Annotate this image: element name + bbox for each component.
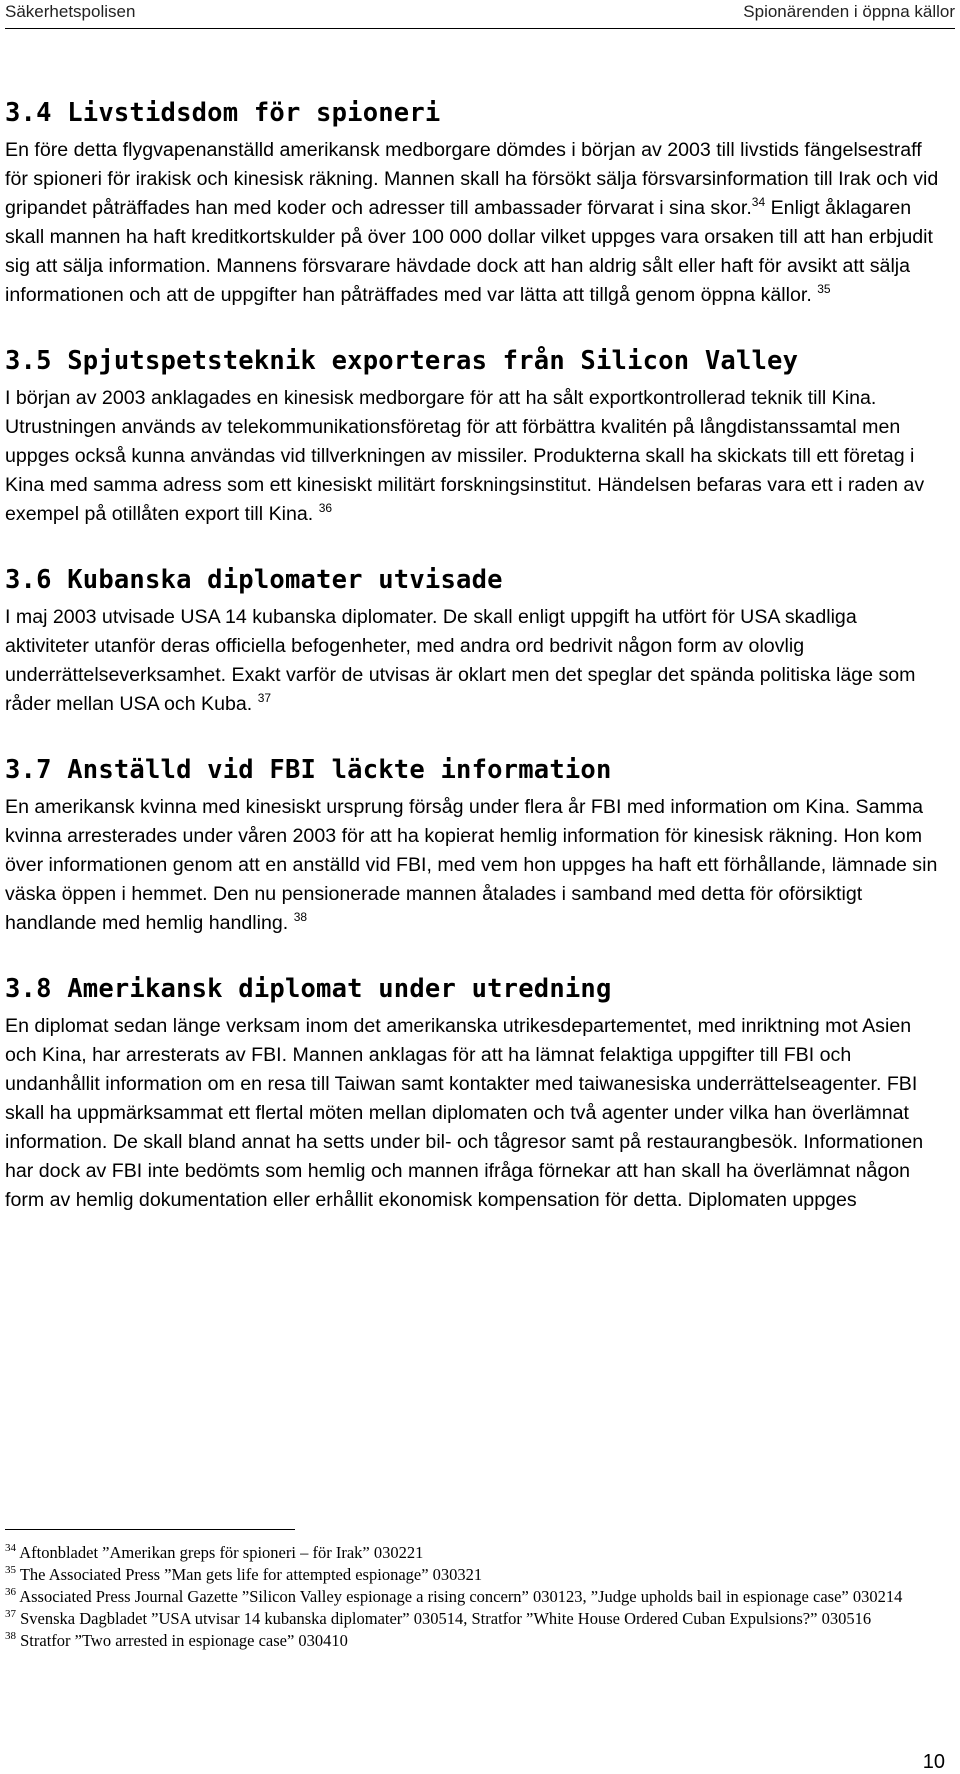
footnote-number: 35 bbox=[5, 1564, 16, 1576]
section-3-6 bbox=[5, 563, 945, 719]
footnote-ref[interactable]: 38 bbox=[293, 910, 308, 924]
section-heading: 3.4 Livstidsdom för spioneri bbox=[5, 98, 441, 128]
header-left-title: Säkerhetspolisen bbox=[5, 2, 136, 21]
footnote-ref[interactable]: 37 bbox=[257, 691, 272, 705]
footnote-text: Aftonbladet ”Amerikan greps för spioneri – för Irak” 030221 bbox=[19, 1543, 424, 1562]
section-paragraph bbox=[5, 1012, 945, 1215]
footnote-text: Associated Press Journal Gazette ”Silicon Valley espionage a rising concern” 030123, ”Judge upholds bail in espionage case” 030214 bbox=[19, 1587, 903, 1606]
section-3-8 bbox=[5, 972, 945, 1215]
header-right-title: Spionärenden i öppna källor bbox=[743, 2, 955, 21]
section-paragraph bbox=[5, 603, 945, 719]
section-3-7 bbox=[5, 753, 945, 938]
section-heading: 3.7 Anställd vid FBI läckte information bbox=[5, 755, 612, 785]
footnote-ref[interactable]: 35 bbox=[817, 282, 831, 296]
section-heading: 3.5 Spjutspetsteknik exporteras från Silicon Valley bbox=[5, 346, 799, 376]
footnote-number: 34 bbox=[5, 1542, 16, 1554]
paragraph-text: En amerikansk kvinna med kinesiskt ursprung försåg under flera år FBI med information om Kina. Samma kvinna arresterades under våren 2003 för att ha kopierat hemlig information för kinesisk räkning. Hon kom över informationen genom att en anställd vid FBI, med vem hon uppges ha haft ett förhållande, lämnade sin väska öppen i hemmet. Den nu pensionerade mannen åtalades i samband med detta för oförsiktigt handlande med hemlig handling. bbox=[5, 796, 938, 934]
footnote-36 bbox=[5, 1586, 950, 1608]
footnote-number: 37 bbox=[5, 1608, 16, 1620]
document-body bbox=[5, 96, 945, 1215]
paragraph-text: En diplomat sedan länge verksam inom det amerikanska utrikesdepartementet, med inriktning mot Asien och Kina, har arresterats av FBI. Mannen anklagas för att ha lämnat felaktiga uppgifter till FBI och undanhållit information om en resa till Taiwan samt kontakter med taiwanesiska underrättelseagenter. FBI skall ha uppmärksammat ett flertal möten mellan diplomaten och två agenter under vilka han överlämnat information. De skall bland annat ha setts under bil- och tågresor samt på restaurangbesök. Informationen har dock av FBI inte bedömts som hemlig och mannen ifråga förnekar att han skall ha överlämnat någon form av hemlig dokumentation eller erhållit ekonomisk kompensation för detta. Diplomaten uppges bbox=[5, 1015, 924, 1211]
footnote-38 bbox=[5, 1630, 950, 1652]
paragraph-text: En före detta flygvapenanställd amerikansk medborgare dömdes i början av 2003 till livstids fängelsestraff för spioneri för irakisk och kinesisk räkning. Mannen skall ha försökt sälja försvarsinformation till Irak och vid gripandet påträffades han med koder och adresser till ambassader förvarat i sina skor. bbox=[5, 139, 939, 219]
paragraph-text: Enligt åklagaren skall mannen ha haft kreditkortskulder på över 100 000 dollar vilket uppges vara orsaken till att han erbjudit sig att sälja information. Mannens försvarare hävdade dock att han aldrig sålt eller haft för avsikt att sälja informationen och att de uppgifter han påträffades med var lätta att tillgå genom öppna källor. bbox=[5, 197, 933, 306]
footnote-ref[interactable]: 34 bbox=[751, 195, 766, 209]
paragraph-text: I maj 2003 utvisade USA 14 kubanska diplomater. De skall enligt uppgift ha utfört för USA skadliga aktiviteter utanför deras officiella befogenheter, med andra ord bedrivit någon form av olovlig underrättelseverksamhet. Exakt varför de utvisas är oklart men det speglar det spända politiska läge som råder mellan USA och Kuba. bbox=[5, 606, 916, 715]
footnote-text: Stratfor ”Two arrested in espionage case” 030410 bbox=[20, 1631, 348, 1650]
footnote-text: The Associated Press ”Man gets life for attempted espionage” 030321 bbox=[19, 1565, 483, 1584]
footnote-rule bbox=[5, 1529, 295, 1530]
footnotes bbox=[5, 1529, 950, 1652]
section-paragraph bbox=[5, 384, 945, 529]
section-paragraph bbox=[5, 136, 945, 310]
page-number: 10 bbox=[922, 1751, 945, 1773]
section-3-5 bbox=[5, 344, 945, 529]
section-heading: 3.8 Amerikansk diplomat under utredning bbox=[5, 974, 612, 1004]
footnote-text: Svenska Dagbladet ”USA utvisar 14 kubanska diplomater” 030514, Stratfor ”White House Ordered Cuban Expulsions?” 030516 bbox=[20, 1609, 872, 1628]
footnote-number: 38 bbox=[5, 1630, 16, 1642]
footnote-ref[interactable]: 36 bbox=[318, 501, 333, 515]
footnote-number: 36 bbox=[5, 1586, 16, 1598]
footnote-34 bbox=[5, 1542, 950, 1564]
section-3-4 bbox=[5, 96, 945, 310]
footnote-37 bbox=[5, 1608, 950, 1630]
footnote-35 bbox=[5, 1564, 950, 1586]
header-rule bbox=[5, 28, 955, 29]
section-paragraph bbox=[5, 793, 945, 938]
section-heading: 3.6 Kubanska diplomater utvisade bbox=[5, 565, 503, 595]
paragraph-text: I början av 2003 anklagades en kinesisk medborgare för att ha sålt exportkontrollerad teknik till Kina. Utrustningen används av telekommunikationsföretag för att förbättra kvalitén på långdistanssamtal men uppges också kunna användas vid tillverkningen av missiler. Produkterna skall ha skickats till ett företag i Kina med samma adress som ett kinesiskt militärt forskningsinstitut. Händelsen befaras vara ett i raden av exempel på otillåten export till Kina. bbox=[5, 387, 925, 525]
page-header bbox=[5, 0, 955, 26]
